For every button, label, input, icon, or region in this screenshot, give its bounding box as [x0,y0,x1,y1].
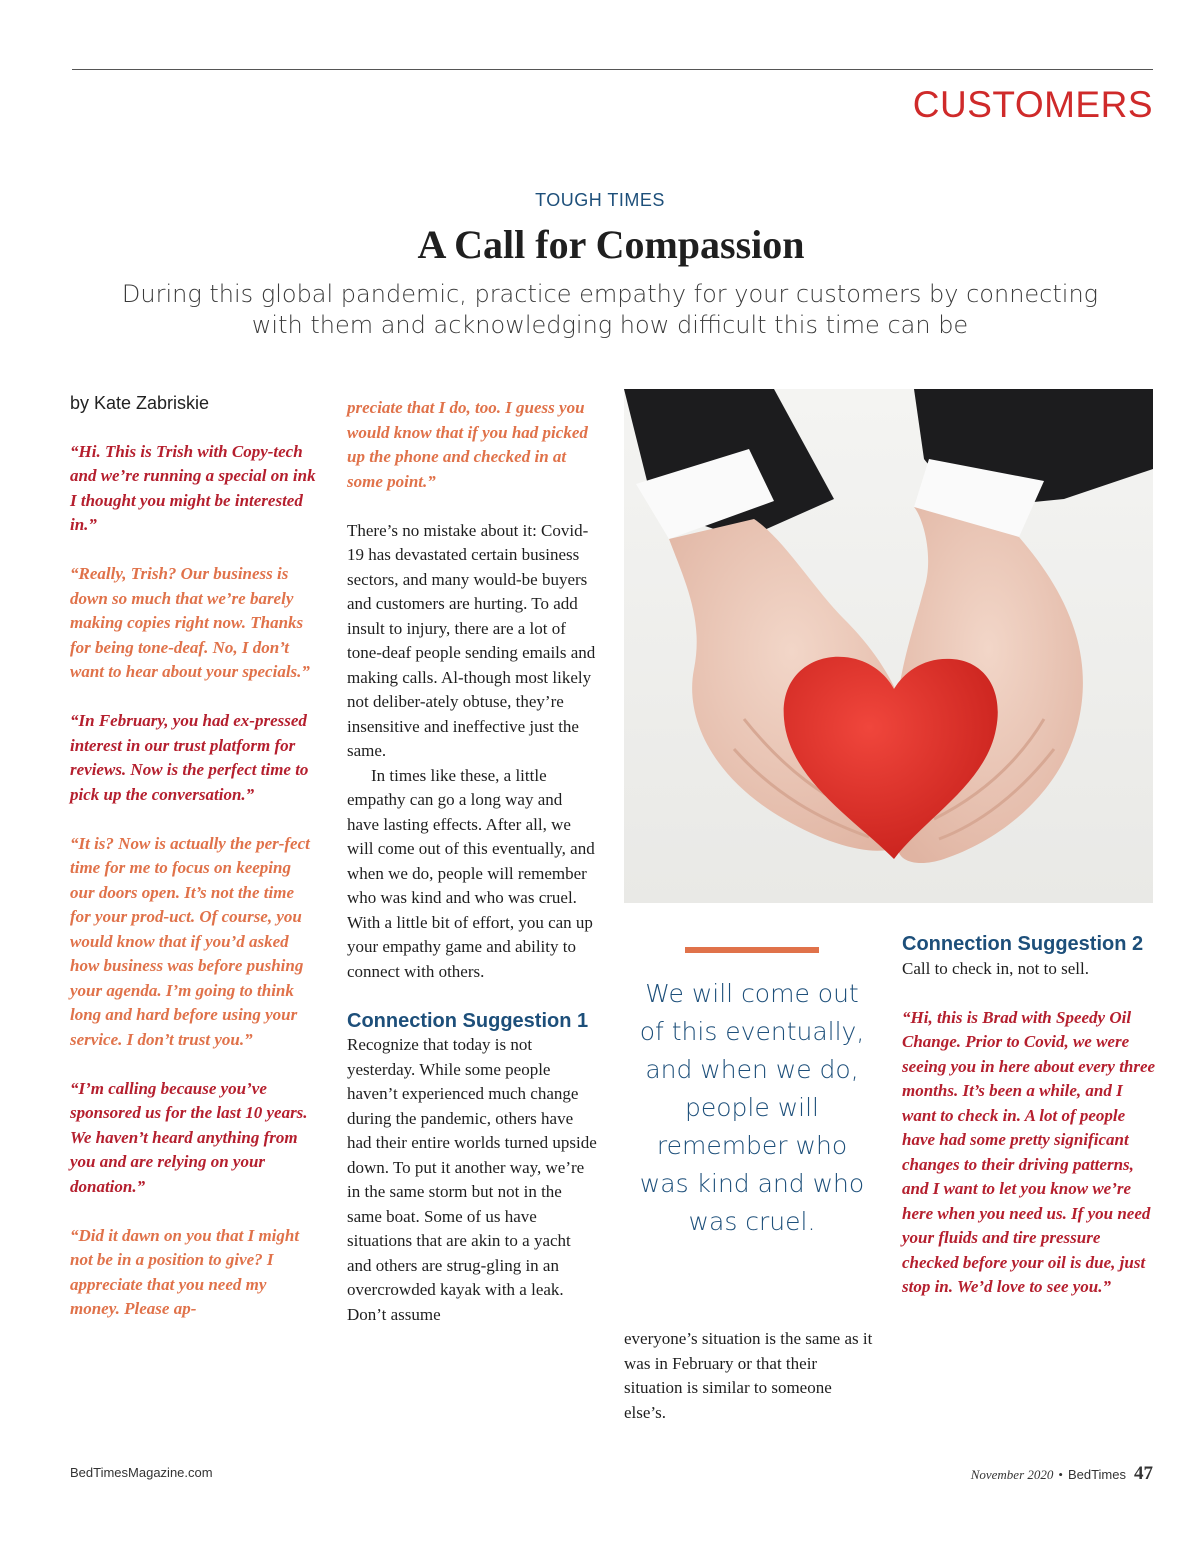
article-kicker: TOUGH TIMES [535,190,665,210]
article-deck: During this global pandemic, practice empathy for your customers by connecting with them and acknowledging how difficult this time can be [121,280,1099,339]
subhead-suggestion-1: Connection Suggestion 1 [347,1009,589,1032]
column-3 [624,1327,874,1425]
column-2 [347,396,597,1327]
body-paragraph: In times like these, a little empathy can go a long way and have lasting effects. After all, we will come out of this eventually, and when we do, people will remember who was kind and who was cruel. With a little bit of effort, you can up your empathy game and ability to connect with others. [347,765,595,981]
quote-reply-sponsor-continued: preciate that I do, too. I guess you would know that if you had picked up the phone and checked in at some point.” [347,398,588,491]
byline: by Kate Zabriskie [70,393,210,413]
quote-reply-sponsor: “Did it dawn on you that I might not be in a position to give? I appreciate that you need my money. Please ap- [70,1225,300,1318]
column-1 [70,391,318,1322]
body-paragraph: Call to check in, not to sell. [902,958,1089,978]
footer-magazine: BedTimes [1067,1467,1126,1482]
pullquote: We will come out of this eventually, and when we do, people will remember who was kind and who was cruel. [639,979,865,1236]
bullet-separator: • [1058,1467,1063,1482]
header-rule [72,69,1153,70]
quote-reply-trish: “Really, Trish? Our business is down so much that we’re barely making copies right now. Thanks for being tone-deaf. No, I don’t want to hear about your specials.” [70,564,310,681]
column-4 [902,932,1156,1300]
subhead-suggestion-2: Connection Suggestion 2 [902,933,1144,955]
quote-february: “In February, you had ex-pressed interest in our trust platform for reviews. Now is the perfect time to pick up the conversation.” [70,711,309,804]
footer-folio [971,1463,1153,1485]
quote-trish: “Hi. This is Trish with Copy-tech and we’re running a special on ink I thought you might be interested in.” [70,441,316,534]
quote-reply-february: “It is? Now is actually the per-fect time for me to focus on keeping our doors open. It’s not the time for your prod-uct. Of course, you would know that if you’d asked how business was before pushing your agenda. I’m going to think long and hard before using your service. I don’t trust you.” [70,833,310,1049]
pullquote-bar [685,947,819,953]
quote-sponsor: “I’m calling because you’ve sponsored us for the last 10 years. We haven’t heard anything from you and are relying on your donation.” [70,1078,308,1196]
footer-date: November 2020 [970,1467,1054,1482]
footer-website: BedTimesMagazine.com [70,1465,213,1480]
body-paragraph: There’s no mistake about it: Covid-19 has devastated certain business sectors, and many would-be buyers and customers are hurting. To add insult to injury, there are a lot of tone-deaf people sending emails and making calls. Al-though most likely not deliber-ately obtuse, they’re insensitive and ineffective just the same. [347,520,596,760]
body-paragraph: Recognize that today is not yesterday. While some people haven’t experienced much change during the pandemic, others have had their entire worlds turned upside down. To put it another way, we’re in the same storm but not in the same boat. Some of us have situations that are akin to a yacht and others are strug-gling in an overcrowded kayak with a leak. Don’t assume [347,1035,597,1324]
section-label: CUSTOMERS [912,84,1153,125]
article-title: A Call for Compassion [417,222,805,267]
page-number: 47 [1134,1463,1153,1484]
body-paragraph: everyone’s situation is the same as it was in February or that their situation is similar to someone else’s. [624,1329,873,1422]
hands-heart-photo [624,389,1153,903]
quote-brad: “Hi, this is Brad with Speedy Oil Change. Prior to Covid, we were seeing you in here about every three months. It’s been a while, and I want to check in. A lot of people have had some pretty significant changes to their driving patterns, and I want to let you know we’re here when you need us. If you need your fluids and tire pressure checked before your oil is due, just stop in. We’d love to see you.” [902,1007,1156,1296]
